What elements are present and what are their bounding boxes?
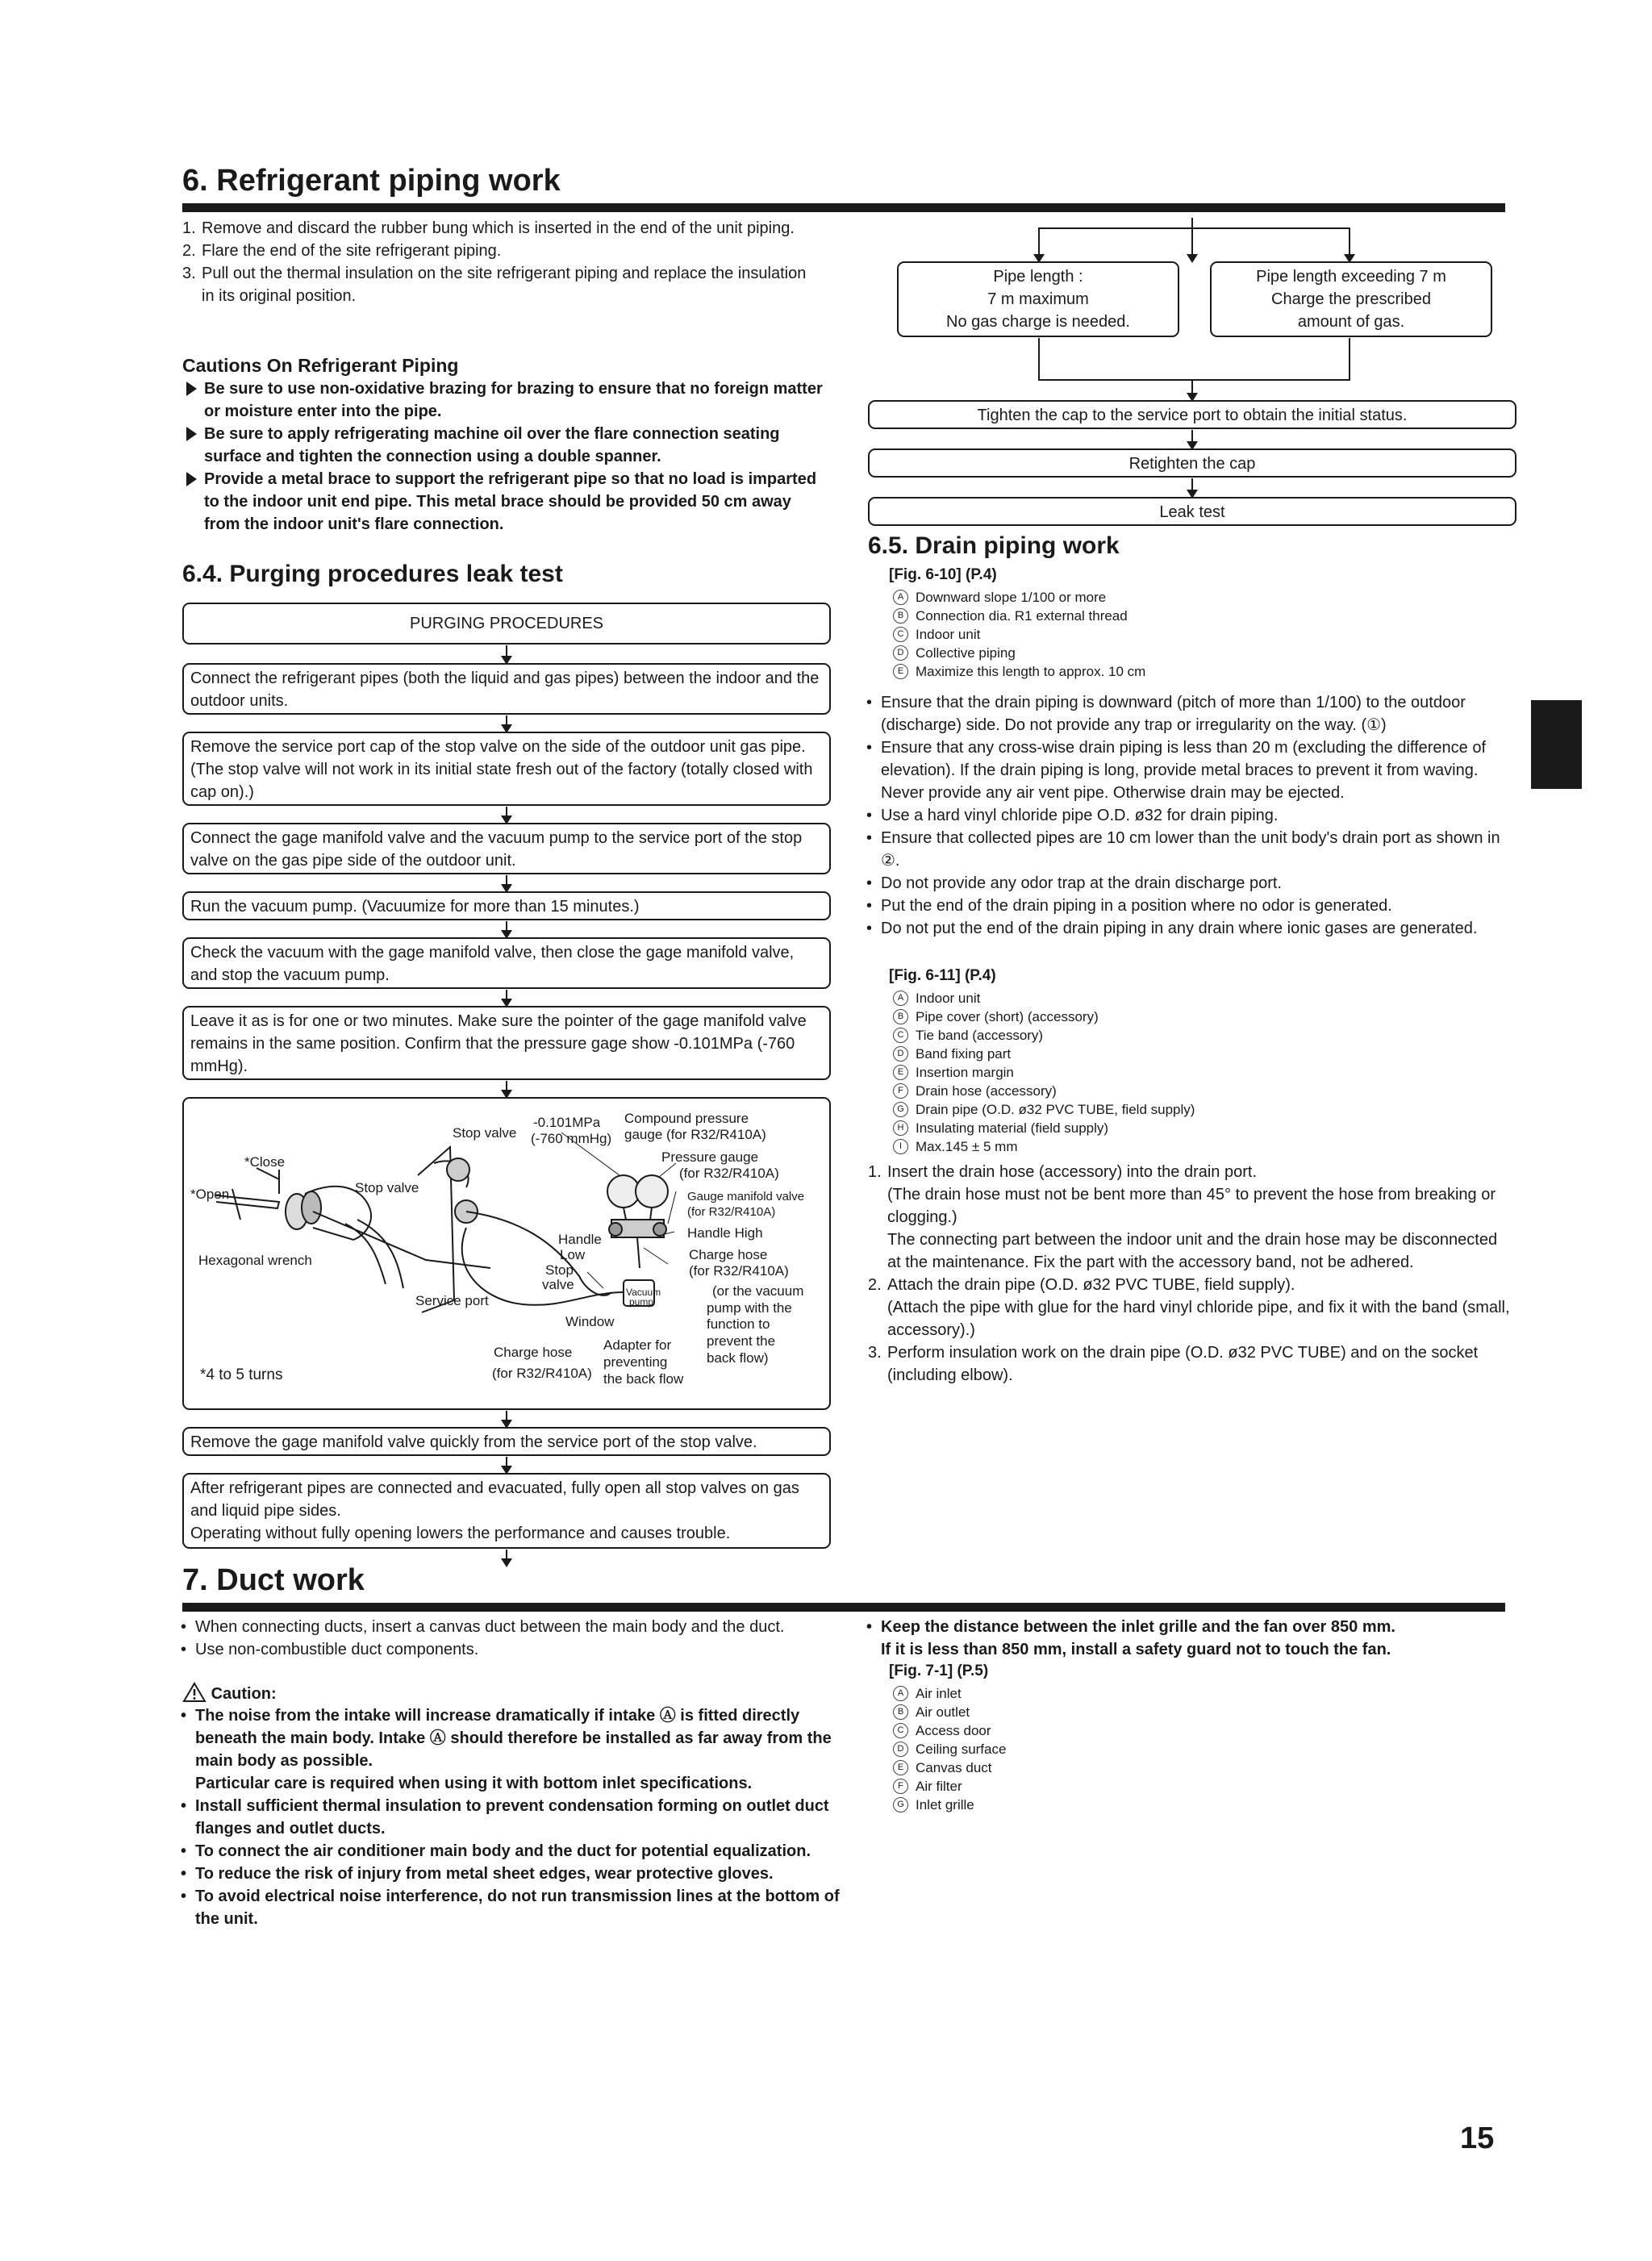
flow-arrow	[1191, 218, 1193, 261]
legend-item: G Drain pipe (O.D. ø32 PVC TUBE, field supply)	[893, 1100, 1506, 1119]
diagram-label: -0.101MPa	[533, 1115, 601, 1130]
page-number: 15	[1460, 2121, 1495, 2155]
section-6-title: 6. Refrigerant piping work	[182, 164, 561, 198]
diagram-label: *4 to 5 turns	[200, 1366, 283, 1383]
diagram-label: (or the vacuum	[712, 1283, 804, 1299]
step-note: (The drain hose must not be bent more than 45° to prevent the hose from breaking or clogging.)	[887, 1186, 1496, 1226]
legend-item: F Drain hose (accessory)	[893, 1082, 1506, 1100]
section-7-rule	[182, 1603, 1505, 1612]
diagram-label: Window	[565, 1314, 615, 1329]
flow-connector	[1191, 227, 1350, 229]
purging-title: 6.4. Purging procedures leak test	[182, 561, 563, 587]
step-note: (Attach the pipe with glue for the hard vinyl chloride pipe, and fix it with the band (small, accessory).)	[887, 1299, 1510, 1339]
flow-arrow	[506, 645, 507, 663]
diagram-label: prevent the	[707, 1333, 776, 1349]
legend-item: A Downward slope 1/100 or more	[893, 588, 1506, 607]
tighten-box: Tighten the cap to the service port to obtain the initial status.	[868, 400, 1516, 429]
diagram-label: Pressure gauge	[661, 1149, 759, 1165]
legend-item: H Insulating material (field supply)	[893, 1119, 1506, 1137]
diagram-label: function to	[707, 1316, 770, 1332]
flow-arrow	[506, 1550, 507, 1566]
flow-arrow	[506, 807, 507, 823]
drain-bullets	[865, 691, 1521, 940]
flow-arrow	[1191, 478, 1193, 497]
list-item: • Put the end of the drain piping in a position where no odor is generated.	[865, 895, 1521, 917]
flow-connector	[1349, 338, 1350, 380]
drain-title: 6.5. Drain piping work	[868, 532, 1120, 559]
list-item: 1. Remove and discard the rubber bung which is inserted in the end of the unit piping.	[182, 219, 795, 237]
bullet-note: If it is less than 850 mm, install a safety guard not to touch the fan.	[881, 1641, 1391, 1658]
caution-label: Caution:	[211, 1685, 277, 1703]
duct-caution-heading	[182, 1682, 277, 1705]
list-item: Be sure to apply refrigerating machine oil over the flare connection seating surface and tighten the connection using a double spanner.	[182, 423, 828, 468]
list-item: • To avoid electrical noise interference, do not run transmission lines at the bottom of the unit.	[179, 1885, 841, 1930]
flow-arrow	[506, 990, 507, 1006]
flow-connector	[1038, 227, 1191, 229]
list-item: • Install sufficient thermal insulation to prevent condensation forming on outlet duct flanges and outlet ducts.	[179, 1795, 841, 1840]
list-item: • Ensure that collected pipes are 10 cm lower than the unit body's drain port as shown in ②.	[865, 827, 1521, 872]
vacuum-diagram-drawing	[184, 1099, 829, 1408]
caution-note: Particular care is required when using it with bottom inlet specifications.	[195, 1775, 753, 1792]
flow-step-box: Connect the gage manifold valve and the vacuum pump to the service port of the stop valve on the gas pipe side of the outdoor unit.	[182, 823, 831, 874]
flow-arrow	[506, 875, 507, 891]
fig-7-1-legend	[893, 1684, 1458, 1814]
legend-item: E Insertion margin	[893, 1063, 1506, 1082]
legend-item: A Indoor unit	[893, 989, 1506, 1007]
diagram-label: Service port	[415, 1293, 489, 1308]
box-line: Pipe length exceeding 7 m	[1256, 268, 1446, 286]
pipe-length-box	[897, 261, 1179, 337]
diagram-label: (for R32/R410A)	[679, 1166, 779, 1181]
list-item: • Keep the distance between the inlet grille and the fan over 850 mm. If it is less than 850 mm, install a safety guard not to touch the fan.	[865, 1616, 1521, 1661]
fig-6-11-ref: [Fig. 6-11] (P.4)	[889, 967, 996, 984]
legend-item: A Air inlet	[893, 1684, 1458, 1703]
legend-item: B Air outlet	[893, 1703, 1458, 1721]
diagram-label: (for R32/R410A)	[687, 1205, 776, 1219]
diagram-label: Low	[560, 1247, 586, 1262]
diagram-label: Handle High	[687, 1225, 763, 1241]
diagram-label: Charge hose	[494, 1345, 573, 1360]
legend-item: I Max.145 ± 5 mm	[893, 1137, 1506, 1156]
flow-arrow	[1191, 379, 1193, 400]
fig-6-10-ref: [Fig. 6-10] (P.4)	[889, 566, 997, 583]
chapter-tab-marker	[1531, 700, 1582, 789]
cautions-heading: Cautions On Refrigerant Piping	[182, 355, 459, 376]
diagram-label: Stop valve	[453, 1125, 517, 1141]
diagram-label: *Close	[244, 1154, 286, 1170]
list-item: • Do not provide any odor trap at the drain discharge port.	[865, 872, 1521, 895]
legend-item: B Pipe cover (short) (accessory)	[893, 1007, 1506, 1026]
diagram-label: back flow)	[707, 1350, 769, 1366]
drain-steps	[868, 1161, 1513, 1387]
legend-item: D Ceiling surface	[893, 1740, 1458, 1758]
legend-item: D Band fixing part	[893, 1045, 1506, 1063]
flow-step-box: Check the vacuum with the gage manifold valve, then close the gage manifold valve, and stop the vacuum pump.	[182, 937, 831, 989]
legend-item: C Access door	[893, 1721, 1458, 1740]
flow-arrow	[506, 1081, 507, 1097]
legend-item: E Maximize this length to approx. 10 cm	[893, 662, 1506, 681]
list-item: 2. Attach the drain pipe (O.D. ø32 PVC TUBE, field supply). (Attach the pipe with glue for the hard vinyl chloride pipe, and fix it with the band (small, accessory).)	[868, 1274, 1513, 1341]
legend-item: B Connection dia. R1 external thread	[893, 607, 1506, 625]
flow-header-box: PURGING PROCEDURES	[182, 603, 831, 645]
flow-connector	[1038, 338, 1040, 380]
list-item: • To connect the air conditioner main body and the duct for potential equalization.	[179, 1840, 841, 1863]
flow-arrow	[506, 921, 507, 937]
diagram-label: (-760 mmHg)	[531, 1131, 612, 1146]
diagram-label: gauge (for R32/R410A)	[624, 1127, 766, 1142]
flow-connector	[1038, 379, 1350, 381]
diagram-label: Stop valve	[355, 1180, 419, 1195]
list-item: 3. Pull out the thermal insulation on the site refrigerant piping and replace the insulation in its original position.	[182, 265, 807, 305]
flow-arrow	[506, 1457, 507, 1473]
diagram-label: Vacuum	[626, 1287, 661, 1298]
leak-test-box: Leak test	[868, 497, 1516, 526]
flow-arrow	[1349, 227, 1350, 261]
list-item: • Ensure that any cross-wise drain piping is less than 20 m (excluding the difference of elevation). If the drain piping is long, provide metal braces to prevent it from waving. Never provide any air vent pipe. Otherwise drain may be ejected.	[865, 736, 1521, 804]
diagram-label: Charge hose	[689, 1247, 768, 1262]
section-7-title: 7. Duct work	[182, 1563, 365, 1597]
diagram-label: valve	[542, 1277, 574, 1292]
list-item: • To reduce the risk of injury from metal sheet edges, wear protective gloves.	[179, 1863, 841, 1885]
flow-step-box: Remove the service port cap of the stop valve on the side of the outdoor unit gas pipe. (The stop valve will not work in its initial state fresh out of the factory (totally closed with cap on).)	[182, 732, 831, 806]
diagram-label: the back flow	[603, 1371, 684, 1387]
vacuum-diagram	[182, 1097, 831, 1410]
legend-item: D Collective piping	[893, 644, 1506, 662]
list-item: • Do not put the end of the drain piping in any drain where ionic gases are generated.	[865, 917, 1521, 940]
flow-step-box: Leave it as is for one or two minutes. Make sure the pointer of the gage manifold valve remains in the same position. Confirm that the pressure gage show -0.101MPa (-760 mmHg).	[182, 1006, 831, 1080]
list-item: • When connecting ducts, insert a canvas duct between the main body and the duct.	[179, 1616, 841, 1638]
piping-steps	[182, 217, 811, 307]
duct-bullets	[179, 1616, 841, 1661]
diagram-label: Hexagonal wrench	[198, 1253, 312, 1268]
legend-item: C Tie band (accessory)	[893, 1026, 1506, 1045]
diagram-label: (for R32/R410A)	[492, 1366, 592, 1381]
list-item: • Use a hard vinyl chloride pipe O.D. ø32 for drain piping.	[865, 804, 1521, 827]
diagram-label: Adapter for	[603, 1337, 672, 1353]
legend-item: G Inlet grille	[893, 1796, 1458, 1814]
diagram-label: preventing	[603, 1354, 668, 1370]
legend-item: F Air filter	[893, 1777, 1458, 1796]
diagram-label: Gauge manifold valve	[687, 1190, 805, 1204]
legend-item: E Canvas duct	[893, 1758, 1458, 1777]
flow-final-line: Operating without fully opening lowers the performance and causes trouble.	[190, 1525, 731, 1542]
box-line: Charge the prescribed	[1271, 290, 1431, 308]
diagram-label: Handle	[558, 1232, 602, 1247]
box-line: Pipe length :	[993, 268, 1083, 286]
list-item: 1. Insert the drain hose (accessory) into the drain port. (The drain hose must not be bent more than 45° to prevent the hose from breaking or clogging.) The connecting part between the indoor unit and the drain hose may be disconnected at the maintenance. Fix the part with the accessory band, not be adhered.	[868, 1161, 1513, 1274]
pipe-length-exceed-box	[1210, 261, 1492, 337]
flow-arrow	[1038, 227, 1040, 261]
diagram-label: *Open	[190, 1187, 230, 1202]
list-item: Provide a metal brace to support the refrigerant pipe so that no load is imparted to the indoor unit end pipe. This metal brace should be provided 50 cm away from the indoor unit's flare connection.	[182, 468, 828, 536]
warning-icon	[182, 1682, 206, 1703]
diagram-label: pump	[629, 1296, 654, 1308]
flow-arrow	[506, 1411, 507, 1427]
flow-arrow	[1191, 430, 1193, 448]
cautions-list	[182, 378, 828, 536]
section-6-rule	[182, 203, 1505, 212]
flow-final-line: After refrigerant pipes are connected and evacuated, fully open all stop valves on gas and liquid pipe sides.	[190, 1479, 799, 1520]
legend-item: C Indoor unit	[893, 625, 1506, 644]
flow-step-box: Connect the refrigerant pipes (both the liquid and gas pipes) between the indoor and the outdoor units.	[182, 663, 831, 715]
flow-final-box	[182, 1473, 831, 1549]
diagram-label: (for R32/R410A)	[689, 1263, 789, 1279]
duct-right-bullets	[865, 1616, 1521, 1661]
diagram-label: pump with the	[707, 1300, 792, 1316]
list-item: • The noise from the intake will increase dramatically if intake Ⓐ is fitted directly beneath the main body. Intake Ⓐ should therefore be installed as far away from the main body as possible. Particular care is required when using it with bottom inlet specifications.	[179, 1704, 841, 1795]
box-line: 7 m maximum	[987, 290, 1089, 308]
step-note: The connecting part between the indoor unit and the drain hose may be disconnected at the maintenance. Fix the part with the accessory band, not be adhered.	[887, 1231, 1498, 1271]
fig-6-10-legend	[893, 588, 1506, 681]
flow-step-box: Remove the gage manifold valve quickly from the service port of the stop valve.	[182, 1427, 831, 1456]
fig-6-11-legend	[893, 989, 1506, 1156]
list-item: • Use non-combustible duct components.	[179, 1638, 841, 1661]
flow-arrow	[506, 715, 507, 732]
list-item: Be sure to use non-oxidative brazing for brazing to ensure that no foreign matter or moisture enter into the pipe.	[182, 378, 828, 423]
box-line: No gas charge is needed.	[946, 313, 1130, 331]
box-line: amount of gas.	[1297, 313, 1405, 331]
diagram-label: Stop	[545, 1262, 574, 1278]
flow-step-box: Run the vacuum pump. (Vacuumize for more than 15 minutes.)	[182, 891, 831, 920]
duct-cautions	[179, 1704, 841, 1930]
diagram-label: Compound pressure	[624, 1111, 749, 1126]
retighten-box: Retighten the cap	[868, 448, 1516, 478]
fig-7-1-ref: [Fig. 7-1] (P.5)	[889, 1662, 989, 1679]
list-item: 3. Perform insulation work on the drain pipe (O.D. ø32 PVC TUBE) and on the socket (including elbow).	[868, 1344, 1479, 1384]
list-item: • Ensure that the drain piping is downward (pitch of more than 1/100) to the outdoor (discharge) side. Do not provide any trap or irregularity on the way. (①)	[865, 691, 1521, 736]
list-item: 2. Flare the end of the site refrigerant piping.	[182, 242, 502, 260]
